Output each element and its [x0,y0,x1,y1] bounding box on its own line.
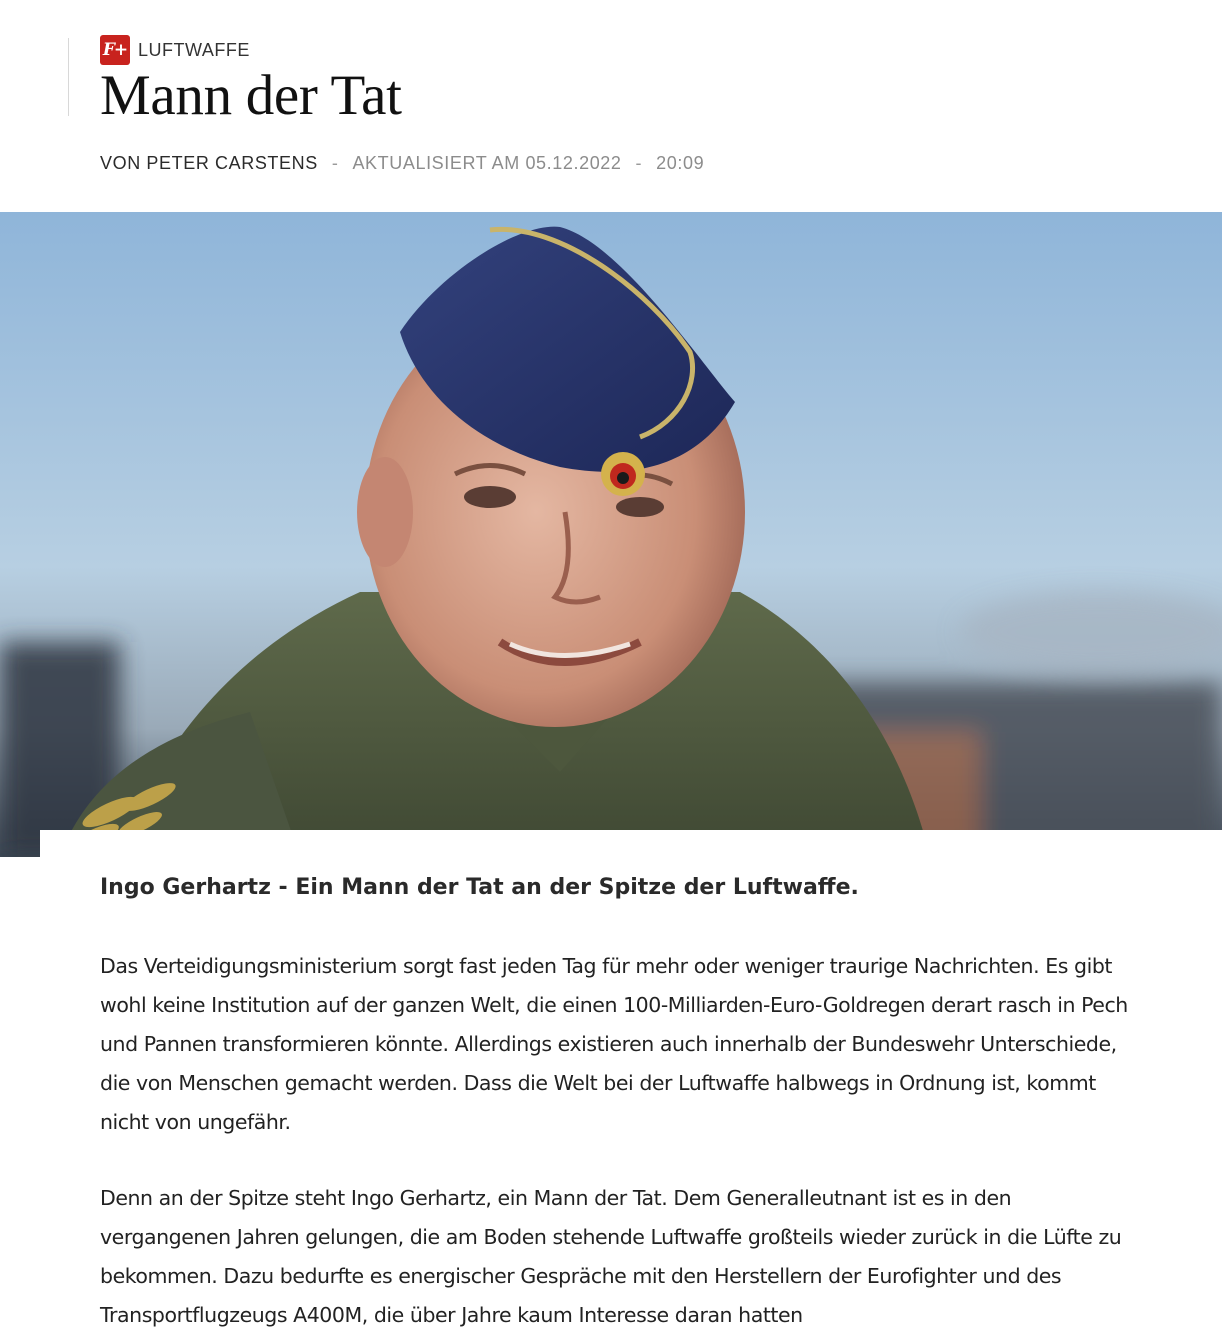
article-teaser: Ingo Gerhartz - Ein Mann der Tat an der Spitze der Luftwaffe. [100,875,859,900]
byline [100,151,704,175]
fplus-icon: F+ [100,35,130,65]
hero-image[interactable] [0,212,1222,857]
byline-separator-2: - [635,153,643,173]
byline-author[interactable]: VON PETER CARSTENS [100,153,318,173]
article-paragraph: Denn an der Spitze steht Ingo Gerhartz, ein Mann der Tat. Dem Generalleutnant ist es in den vergangenen Jahren gelungen, die am Boden stehende Luftwaffe großteils wieder zurück in die Lüfte zu bekommen. Dazu bedurfte es energischer Gespräche mit den Herstellern der Eurofighter und des Transportflugzeugs A400M, die über Jahre kaum Interesse daran hatten [100,1186,1122,1327]
byline-separator: - [331,153,339,173]
hero-photo-illustration [0,212,1222,857]
kicker-label[interactable]: LUFTWAFFE [138,39,250,60]
byline-updated: AKTUALISIERT AM 05.12.2022 [352,153,622,173]
article-paragraph: Das Verteidigungsministerium sorgt fast jeden Tag für mehr oder weniger traurige Nachrichten. Es gibt wohl keine Institution auf der ganzen Welt, die einen 100-Milliarden-Euro-Goldregen derart rasch in Pech und Pannen transformieren könnte. Allerdings existieren auch innerhalb der Bundeswehr Unterschiede, die von Menschen gemacht werden. Dass die Welt bei der Luftwaffe halbwegs in Ordnung ist, kommt nicht von ungefähr. [100,954,1128,1134]
header-divider [68,38,69,116]
article-header [0,0,1222,212]
byline-time: 20:09 [656,153,705,173]
article-headline: Mann der Tat [100,64,402,127]
article-body [40,830,1222,1327]
